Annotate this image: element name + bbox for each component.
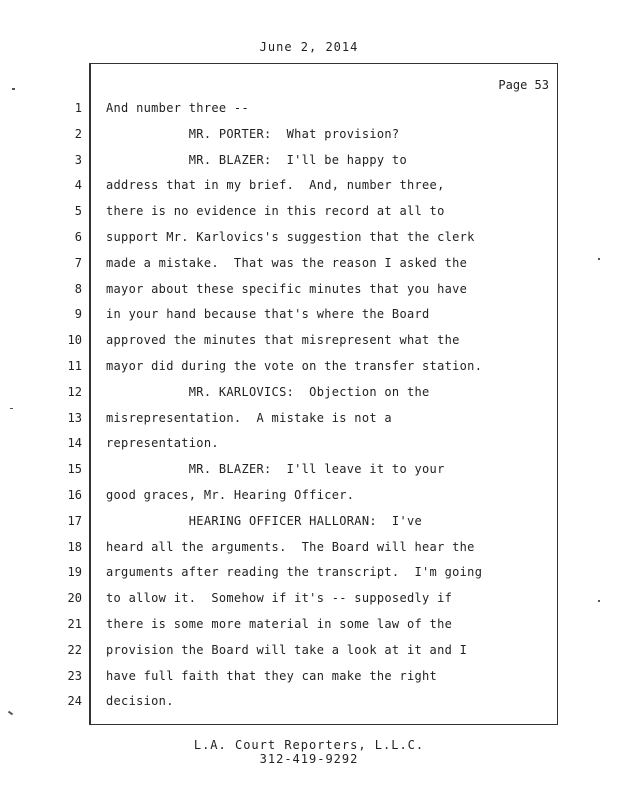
scan-speck (10, 408, 13, 409)
transcript-line-text: there is some more material in some law of the (106, 617, 453, 631)
transcript-line-text: have full faith that they can make the right (106, 668, 438, 683)
transcript-line-text: And number three -- (106, 101, 249, 115)
transcript-line-text: support Mr. Karlovics's suggestion that the clerk (106, 230, 475, 244)
transcript-line-text: MR. PORTER: What provision? (106, 126, 400, 141)
transcript-line-text: arguments after reading the transcript. I'm going (106, 565, 483, 580)
transcript-line-text: MR. BLAZER: I'll be happy to (106, 152, 407, 167)
transcript-line-text: there is no evidence in this record at all to (106, 204, 445, 219)
scan-speck (12, 88, 15, 90)
scan-speck (598, 600, 600, 602)
line-number: 17 (67, 513, 82, 528)
line-number: 3 (74, 152, 82, 167)
line-number: 7 (74, 255, 82, 270)
scan-speck (598, 258, 600, 260)
scan-speck (8, 711, 13, 716)
line-number: 19 (67, 565, 82, 580)
line-number: 9 (74, 307, 82, 322)
line-number: 24 (67, 694, 82, 709)
transcript-line-text: MR. KARLOVICS: Objection on the (106, 384, 430, 399)
line-number: 14 (67, 436, 82, 451)
line-number: 20 (67, 591, 82, 606)
line-number: 22 (67, 642, 82, 657)
line-number: 16 (67, 488, 82, 502)
transcript-line-text: MR. BLAZER: I'll leave it to your (106, 462, 445, 477)
line-number: 12 (67, 384, 82, 399)
transcript-line-text: approved the minutes that misrepresent what the (106, 333, 460, 348)
transcript-line-text: decision. (106, 694, 174, 709)
transcript-line-text: address that in my brief. And, number three, (106, 178, 445, 193)
transcript-line-text: made a mistake. That was the reason I asked the (106, 255, 468, 270)
header-date: June 2, 2014 (259, 40, 359, 54)
line-number: 15 (67, 462, 82, 477)
line-number: 8 (74, 281, 82, 296)
line-number: 1 (74, 101, 82, 115)
line-number: 11 (67, 359, 82, 373)
footer-company: L.A. Court Reporters, L.L.C. (193, 738, 425, 752)
line-number: 21 (67, 617, 82, 631)
transcript-line-text: HEARING OFFICER HALLORAN: I've (106, 513, 423, 528)
line-number: 5 (74, 204, 82, 219)
line-number: 10 (67, 333, 82, 348)
transcript-line-text: provision the Board will take a look at it and I (106, 642, 468, 657)
transcript-line-text: misrepresentation. A mistake is not a (106, 410, 392, 425)
transcript-line-text: to allow it. Somehow if it's -- supposedly if (106, 591, 453, 606)
transcript-line-text: mayor about these specific minutes that you have (106, 281, 468, 296)
line-number: 6 (74, 230, 82, 244)
transcript-line-text: mayor did during the vote on the transfer station. (106, 359, 483, 373)
page-number: Page 53 (498, 78, 549, 92)
transcript-line-text: in your hand because that's where the Board (106, 307, 430, 322)
line-number: 13 (67, 410, 82, 425)
transcript-line-text: representation. (106, 436, 219, 451)
line-number: 4 (74, 178, 82, 193)
line-number: 18 (67, 539, 82, 554)
footer-phone: 312-419-9292 (259, 752, 359, 766)
line-number: 23 (67, 668, 82, 683)
line-number: 2 (74, 126, 82, 141)
transcript-line-text: heard all the arguments. The Board will hear the (106, 539, 475, 554)
transcript-line-text: good graces, Mr. Hearing Officer. (106, 488, 355, 502)
